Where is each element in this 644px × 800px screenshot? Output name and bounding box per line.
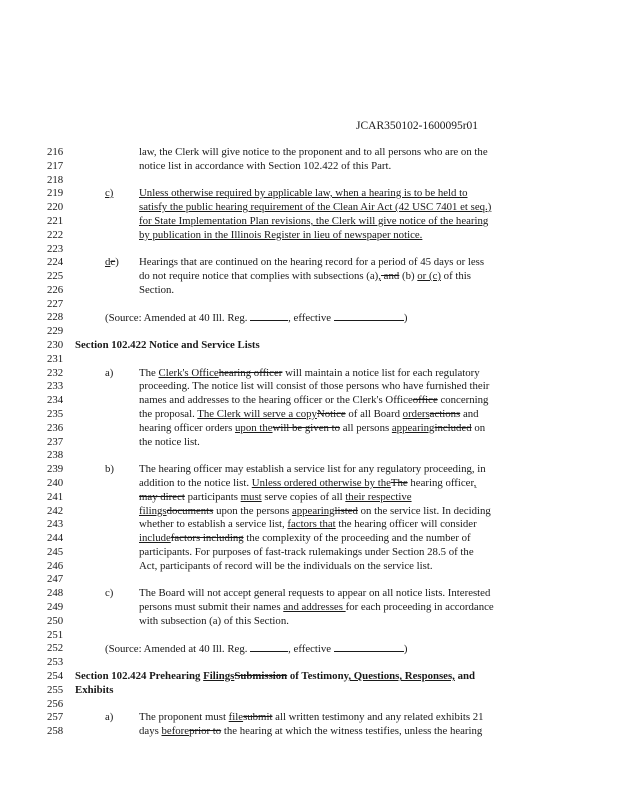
text-line <box>0 683 644 697</box>
line-number: 238 <box>47 449 64 461</box>
line-number: 251 <box>47 629 64 641</box>
inserted-text: appearing <box>291 505 335 517</box>
text-line <box>0 517 644 531</box>
text-line <box>0 200 644 214</box>
source-note <box>105 641 407 656</box>
text-line <box>0 448 644 462</box>
inserted-text: orders <box>402 408 430 420</box>
line-text <box>139 407 479 421</box>
line-text: notice list in accordance with Section 102.422 of this Part. <box>139 160 392 172</box>
line-number: 227 <box>47 298 64 310</box>
deleted-text: submit <box>243 711 273 723</box>
text-run: the complexity of the proceeding and the number of <box>243 532 471 544</box>
text-line <box>0 186 644 200</box>
text-line <box>0 697 644 711</box>
text-run: on the service list. In deciding <box>357 505 491 517</box>
text-line <box>0 724 644 738</box>
text-run: ) <box>403 312 408 324</box>
text-run: (b) <box>399 270 418 282</box>
line-number: 248 <box>47 587 64 599</box>
line-number: 247 <box>47 573 64 585</box>
text-line <box>0 310 644 324</box>
line-number: 252 <box>47 642 64 654</box>
text-line <box>0 421 644 435</box>
inserted-text: must <box>240 491 262 503</box>
line-number: 242 <box>47 505 64 517</box>
inserted-text: , <box>378 270 381 282</box>
line-text: law, the Clerk will give notice to the proponent and to all persons who are on the <box>139 146 488 158</box>
text-line <box>0 476 644 490</box>
text-run: participants <box>184 491 241 503</box>
line-text <box>139 710 484 724</box>
inserted-text: Clerk's Office <box>158 367 219 379</box>
line-number: 253 <box>47 656 64 668</box>
text-run: The proponent must <box>139 711 229 723</box>
line-text: participants. For purposes of fast-track rulemakings under Section 28.5 of the <box>139 546 474 558</box>
deleted-text: hearing officer <box>218 367 283 379</box>
line-number: 223 <box>47 243 64 255</box>
line-text: Section. <box>139 284 175 296</box>
line-number: 246 <box>47 560 64 572</box>
line-text <box>139 476 476 490</box>
text-line <box>0 435 644 449</box>
text-run: and <box>454 670 475 682</box>
text-run: for each proceeding in accordance <box>345 601 494 613</box>
text-run: names and addresses to the hearing officer or the Clerk's Office <box>139 394 413 406</box>
line-number: 226 <box>47 284 64 296</box>
text-run: hearing officer orders <box>139 422 236 434</box>
text-line <box>0 462 644 476</box>
line-number: 256 <box>47 698 64 710</box>
line-number: 239 <box>47 463 64 475</box>
line-number: 220 <box>47 201 64 213</box>
text-run: on <box>471 422 486 434</box>
text-line <box>0 600 644 614</box>
blank-field <box>334 641 404 652</box>
inserted-text: factors that <box>287 518 336 530</box>
inserted-text: upon the <box>235 422 273 434</box>
line-number: 250 <box>47 615 64 627</box>
line-number: 241 <box>47 491 64 503</box>
inserted-text: by publication in the Illinois Register in lieu of newspaper notice. <box>139 229 423 241</box>
line-text <box>139 393 488 407</box>
line-text <box>139 600 494 614</box>
line-number: 243 <box>47 518 64 530</box>
line-text: with subsection (a) of this Section. <box>139 615 289 627</box>
text-line <box>0 490 644 504</box>
deleted-text: Notice <box>316 408 346 420</box>
text-run: of this <box>440 270 471 282</box>
text-run: the hearing officer will consider <box>335 518 477 530</box>
inserted-text: for State Implementation Plan revisions, the Clerk will give notice of the hearing <box>139 215 489 227</box>
deleted-text: office <box>412 394 438 406</box>
subsection-label: a) <box>105 711 114 723</box>
deleted-text: factors including <box>170 532 244 544</box>
text-line <box>0 366 644 380</box>
text-line <box>0 352 644 366</box>
subsection-label: b) <box>105 463 114 475</box>
line-text: the notice list. <box>139 436 200 448</box>
text-line <box>0 297 644 311</box>
inserted-text: Filings <box>203 670 235 682</box>
deleted-text: listed <box>334 505 358 517</box>
source-note <box>105 310 407 325</box>
inserted-text: their respective <box>345 491 412 503</box>
line-text <box>139 504 491 518</box>
inserted-text: , <box>473 477 477 489</box>
line-number: 228 <box>47 311 64 323</box>
subsection-label <box>105 255 119 269</box>
deleted-text: The <box>390 477 408 489</box>
deleted-text: prior to <box>189 725 222 737</box>
text-line <box>0 614 644 628</box>
text-run: (Source: Amended at 40 Ill. Reg. <box>105 643 251 655</box>
inserted-text: d <box>105 256 111 268</box>
line-number: 233 <box>47 380 64 392</box>
text-run: , effective <box>288 312 334 324</box>
text-run: all persons <box>340 422 392 434</box>
text-run: the proposal. <box>139 408 198 420</box>
text-line <box>0 159 644 173</box>
blank-field <box>250 641 288 652</box>
line-number: 234 <box>47 394 64 406</box>
inserted-text: satisfy the public hearing requirement of the Clean Air Act (42 USC 7401 et seq.) <box>139 201 492 213</box>
blank-field <box>334 310 404 321</box>
text-run: do not require notice that complies with subsections (a) <box>139 270 379 282</box>
line-text <box>139 366 480 380</box>
text-line <box>0 379 644 393</box>
line-text: Act, participants of record will be the individuals on the service list. <box>139 560 433 572</box>
deleted-text: actions <box>429 408 461 420</box>
text-run: of Testimony <box>287 670 349 682</box>
inserted-text: appearing <box>391 422 435 434</box>
inserted-text: Unless otherwise required by applicable law, when a hearing is to be held to <box>139 187 468 199</box>
text-line <box>0 641 644 655</box>
text-line <box>0 504 644 518</box>
text-line <box>0 531 644 545</box>
text-line <box>0 338 644 352</box>
section-heading: Section 102.422 Notice and Service Lists <box>75 339 260 351</box>
text-line <box>0 242 644 256</box>
line-number: 245 <box>47 546 64 558</box>
line-text <box>139 517 477 531</box>
line-text: Hearings that are continued on the hearing record for a period of 45 days or less <box>139 256 485 268</box>
line-text: The hearing officer may establish a service list for any regulatory proceeding, in <box>139 463 486 475</box>
section-heading <box>75 669 475 683</box>
deleted-text: will be given to <box>272 422 340 434</box>
line-text <box>139 421 485 435</box>
deleted-text: c <box>110 256 116 268</box>
inserted-text: filings <box>139 505 167 517</box>
text-line <box>0 572 644 586</box>
text-run: concerning <box>437 394 489 406</box>
document-id: JCAR350102-1600095r01 <box>356 120 479 132</box>
line-text <box>139 269 471 283</box>
inserted-text: include <box>139 532 171 544</box>
line-number: 237 <box>47 436 64 448</box>
line-number: 249 <box>47 601 64 613</box>
inserted-text: , Questions, Responses, <box>348 670 455 682</box>
line-text <box>139 724 482 738</box>
line-number: 219 <box>47 187 64 199</box>
line-number: 257 <box>47 711 64 723</box>
text-line <box>0 710 644 724</box>
text-run: and <box>460 408 479 420</box>
text-run: The <box>139 367 159 379</box>
inserted-text: and addresses <box>283 601 346 613</box>
text-line <box>0 628 644 642</box>
text-line <box>0 559 644 573</box>
line-text: proceeding. The notice list will consist of those persons who have furnished their <box>139 380 490 392</box>
text-run: upon the persons <box>213 505 292 517</box>
line-number: 229 <box>47 325 64 337</box>
text-line <box>0 283 644 297</box>
text-run: , effective <box>288 643 334 655</box>
deleted-text: Submission <box>234 670 288 682</box>
line-number: 235 <box>47 408 64 420</box>
line-number: 255 <box>47 684 64 696</box>
subsection-label: c) <box>105 587 114 599</box>
text-line <box>0 655 644 669</box>
line-text <box>139 490 412 504</box>
text-line <box>0 407 644 421</box>
text-run: whether to establish a service list, <box>139 518 288 530</box>
line-number: 221 <box>47 215 64 227</box>
line-number: 216 <box>47 146 64 158</box>
text-run: addition to the notice list. <box>139 477 252 489</box>
text-line <box>0 228 644 242</box>
inserted-text: before <box>161 725 190 737</box>
text-line <box>0 393 644 407</box>
line-number: 224 <box>47 256 64 268</box>
deleted-text: and <box>380 270 400 282</box>
text-run: ) <box>403 643 408 655</box>
text-line <box>0 173 644 187</box>
text-line <box>0 214 644 228</box>
text-run: of all Board <box>345 408 403 420</box>
subsection-label: c) <box>105 187 114 199</box>
line-number: 225 <box>47 270 64 282</box>
text-run: Section 102.424 Prehearing <box>75 670 204 682</box>
text-line <box>0 145 644 159</box>
text-run: (Source: Amended at 40 Ill. Reg. <box>105 312 251 324</box>
text-run: the hearing at which the witness testifies, unless the hearing <box>221 725 483 737</box>
inserted-text: file <box>228 711 244 723</box>
text-line <box>0 586 644 600</box>
text-line <box>0 324 644 338</box>
text-line <box>0 269 644 283</box>
text-line <box>0 255 644 269</box>
text-run: persons must submit their names <box>139 601 284 613</box>
line-number: 258 <box>47 725 64 737</box>
line-number: 230 <box>47 339 64 351</box>
line-text <box>139 531 471 545</box>
subsection-label: a) <box>105 367 114 379</box>
deleted-text: included <box>434 422 472 434</box>
text-line <box>0 545 644 559</box>
line-number: 222 <box>47 229 64 241</box>
text-run: will maintain a notice list for each regulatory <box>282 367 480 379</box>
deleted-text: documents <box>166 505 214 517</box>
line-text: The Board will not accept general requests to appear on all notice lists. Interested <box>139 587 491 599</box>
line-number: 232 <box>47 367 64 379</box>
text-run: all written testimony and any related exhibits 21 <box>272 711 484 723</box>
text-run: serve copies of all <box>261 491 346 503</box>
section-heading: Exhibits <box>75 684 114 696</box>
line-number: 231 <box>47 353 64 365</box>
inserted-text: Unless ordered otherwise by the <box>251 477 391 489</box>
label-paren: ) <box>115 256 119 268</box>
line-number: 254 <box>47 670 64 682</box>
text-line <box>0 669 644 683</box>
line-number: 236 <box>47 422 64 434</box>
text-run: hearing officer <box>407 477 474 489</box>
line-number: 240 <box>47 477 64 489</box>
line-number: 244 <box>47 532 64 544</box>
blank-field <box>250 310 288 321</box>
line-number: 217 <box>47 160 64 172</box>
inserted-text: or (c) <box>417 270 441 282</box>
inserted-text: The Clerk will serve a copy <box>197 408 317 420</box>
line-number: 218 <box>47 174 64 186</box>
text-run: days <box>139 725 162 737</box>
deleted-text: may direct <box>139 491 185 503</box>
